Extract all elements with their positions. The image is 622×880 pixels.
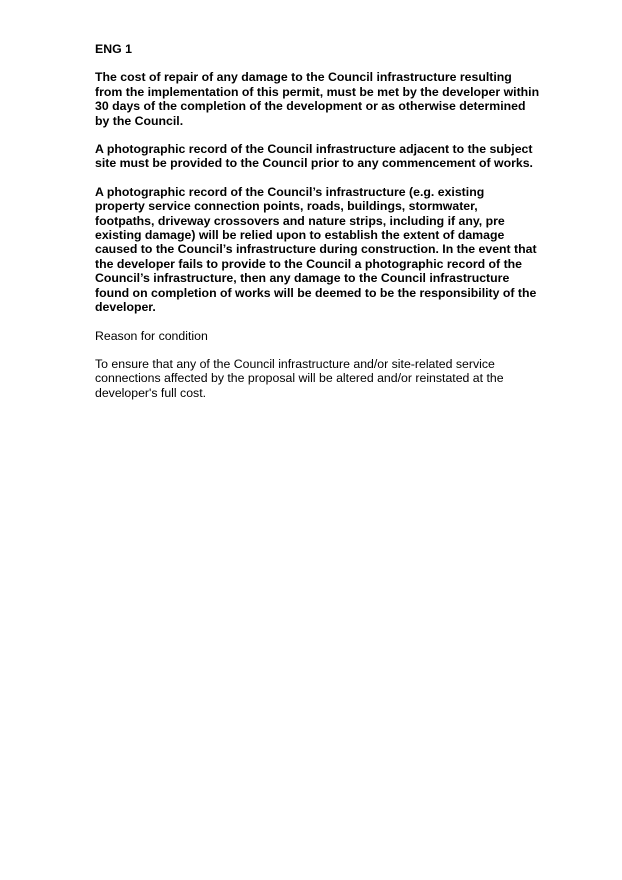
text-line: The cost of repair of any damage to the Council infrastructure resulting [95,70,512,85]
text-line: footpaths, driveway crossovers and nature strips, including if any, pre [95,213,505,228]
text-line: connections affected by the proposal will be altered and/or reinstated at the [95,371,504,386]
reason-label: Reason for condition [95,328,208,343]
text-line: property service connection points, roads, buildings, stormwater, [95,199,478,214]
text-line: caused to the Council’s infrastructure during construction. In the event that [95,242,537,257]
paragraph-repair-cost [95,70,555,128]
condition-heading: ENG 1 [95,42,132,56]
document-body [95,42,555,414]
text-line: by the Council. [95,113,184,128]
text-line: found on completion of works will be deemed to be the responsibility of the [95,285,537,300]
text-line: the developer fails to provide to the Council a photographic record of the [95,256,523,271]
text-line: 30 days of the completion of the development or as otherwise determined [95,99,526,114]
text-line: To ensure that any of the Council infrastructure and/or site-related service [95,356,495,371]
text-line: A photographic record of the Council’s infrastructure (e.g. existing [95,184,485,199]
text-line: Council’s infrastructure, then any damage to the Council infrastructure [95,271,510,286]
paragraph-photographic-record-usage [95,185,555,315]
text-line: developer. [95,300,156,315]
text-line: A photographic record of the Council infrastructure adjacent to the subject [95,142,533,157]
text-line: site must be provided to the Council prior to any commencement of works. [95,156,533,171]
text-line: existing damage) will be relied upon to establish the extent of damage [95,228,505,243]
paragraph-photographic-record-requirement [95,142,555,171]
text-line: developer's full cost. [95,385,207,400]
text-line: from the implementation of this permit, must be met by the developer within [95,84,540,99]
reason-text [95,357,555,400]
